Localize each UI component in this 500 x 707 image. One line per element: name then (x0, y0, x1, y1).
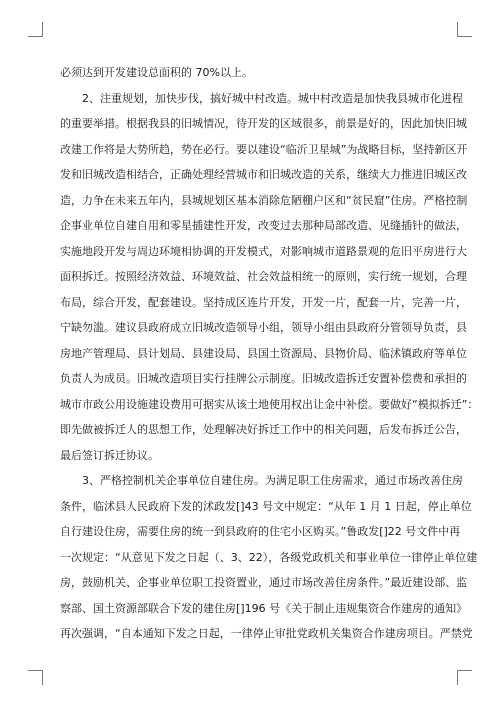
text-line: 一次规定：“从意见下发之日起（、3、22），各级党政机关和事业单位一律停止单位建 (60, 550, 478, 564)
text-line: 布局，综合开发，配套建设。坚持成区连片开发，开发一片，配套一片，完善一片， (60, 295, 467, 309)
text-line: 2、注重规划，加快步伐，搞好城中村改造。城中村改造是加快我县城市化进程 (82, 91, 463, 105)
text-line: 最后签订拆迁协议。 (60, 448, 159, 462)
text-line: 实施地段开发与周边环境相协调的开发模式，对影响城市道路景观的危旧平房进行大 (60, 244, 467, 258)
text-line: 再次强调，“自本通知下发之日起，一律停止审批党政机关集资合作建房项目。严禁党 (60, 627, 473, 640)
crop-mark-top-right (457, 22, 472, 37)
text-line: 条件，临沭县人民政府下发的沭政发[]43 号文中规定：“从年 1 月 1 日起，停止单位 (60, 499, 472, 513)
crop-mark-bottom-left (28, 670, 43, 685)
text-line: 自行建设住房，需要住房的统一到县政府的住宅小区购买。”鲁政发[]22 号文件中再 (60, 525, 461, 538)
paragraph-p2 (60, 468, 478, 647)
text-line: 改建工作将是大势所趋，势在必行。要以建设“临沂卫星城”为战略目标，坚持新区开 (60, 142, 468, 156)
crop-mark-top-left (28, 22, 43, 37)
text-line: 察部、国土资源部联合下发的建住房[]196 号《关于制止违规集资合作建房的通知》 (60, 601, 468, 615)
text-line: 城市市政公用设施建设费用可据实从该土地使用权出让金中补偿。要做好“模拟拆迁”： (60, 397, 479, 411)
paragraph-p0 (60, 60, 444, 86)
text-line: 负责人为成员。旧城改造项目实行挂牌公示制度。旧城改造拆迁安置补偿费和承担的 (60, 372, 467, 385)
text-line: 房，鼓励机关、企事业单位职工投资置业，通过市场改善住房条件。”最近建设部、监 (60, 576, 468, 589)
text-line: 房地产管理局、县计划局、县建设局、县国土资源局、县物价局、临沭镇政府等单位 (60, 346, 467, 360)
text-line: 3、严格控制机关企事单位自建住房。为满足职工住房需求，通过市场改善住房 (82, 474, 463, 487)
document-body (60, 60, 479, 647)
crop-mark-bottom-right (457, 670, 472, 685)
paragraph-p1 (60, 86, 479, 469)
text-line: 造，力争在未来五年内，县城规划区基本消除危陋棚户区和“贫民窟”住房。严格控制 (60, 193, 468, 207)
text-line: 即先做被拆迁人的思想工作，处理解决好拆迁工作中的相关问题，后发布拆迁公告， (60, 423, 467, 436)
text-line: 的重要举措。根据我县的旧城情况，待开发的区域很多，前景是好的，因此加快旧城 (60, 117, 467, 130)
text-line: 宁缺勿滥。建议县政府成立旧城改造领导小组，领导小组由县政府分管领导负责，县 (60, 321, 467, 334)
text-line: 面积拆迁。按照经济效益、环境效益、社会效益相统一的原则，实行统一规划，合理 (60, 270, 467, 283)
text-line: 企事业单位自建自用和零星插建性开发，改变过去那种局部改造、见缝插针的做法， (60, 219, 467, 232)
text-line: 必须达到开发建设总面积的 70%以上。 (60, 66, 253, 79)
text-line: 发和旧城改造相结合，正确处理经营城市和旧城改造的关系，继续大力推进旧城区改 (60, 168, 467, 181)
